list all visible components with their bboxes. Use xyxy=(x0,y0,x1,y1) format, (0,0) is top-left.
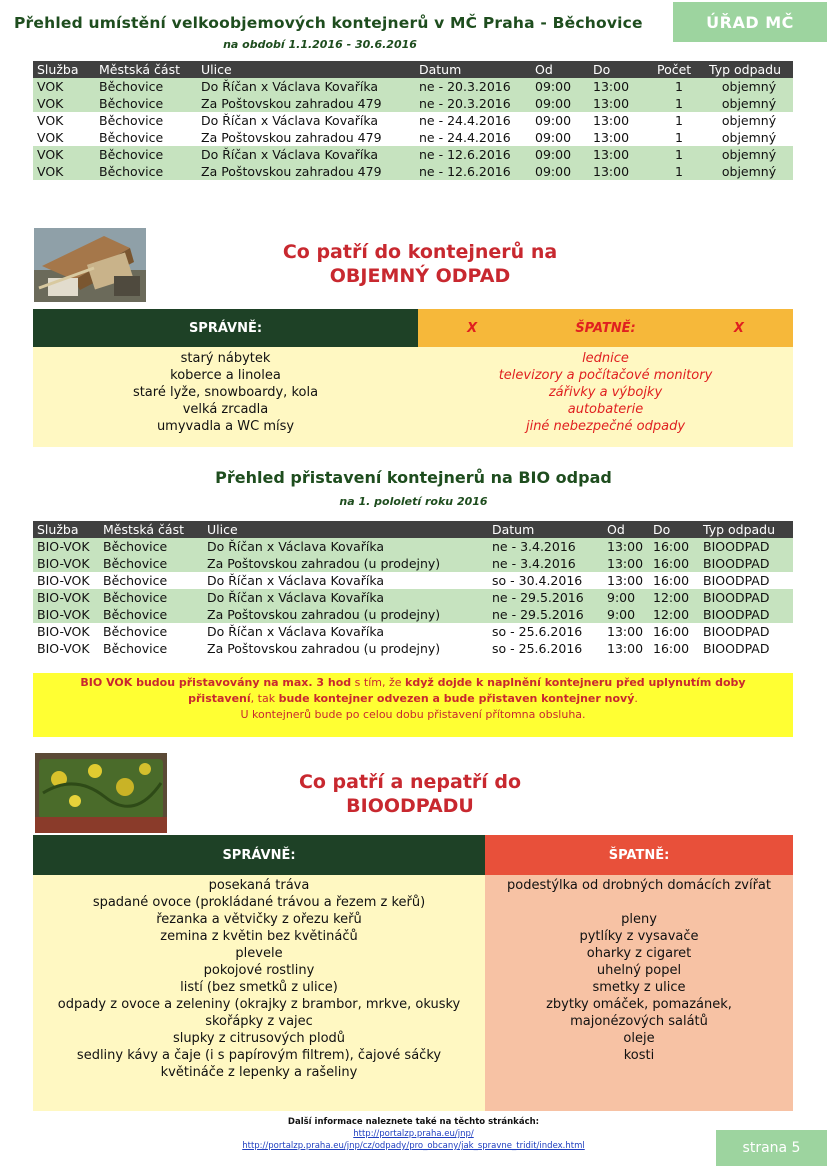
table-cell: 09:00 xyxy=(531,95,589,112)
bulky-good-list xyxy=(33,347,418,447)
table-cell: VOK xyxy=(33,129,95,146)
table-cell: ne - 24.4.2016 xyxy=(415,129,531,146)
table-cell: Běchovice xyxy=(99,623,203,640)
list-item: spadané ovoce (prokládané trávou a řezem z keřů) xyxy=(92,895,426,910)
table-cell: so - 25.6.2016 xyxy=(488,640,603,657)
note-text: U kontejnerů bude po celou dobu přistavení přítomna obsluha. xyxy=(240,708,586,721)
bio-heading xyxy=(170,770,650,818)
table-cell: BIOODPAD xyxy=(699,538,793,555)
table-cell: BIO-VOK xyxy=(33,623,99,640)
bio-bad-list xyxy=(485,875,793,1111)
list-item: zbytky omáček, pomazánek, xyxy=(546,997,732,1012)
table-cell: 12:00 xyxy=(649,589,699,606)
table-cell: Běchovice xyxy=(95,78,197,95)
list-item xyxy=(485,894,793,911)
list-item: majonézových salátů xyxy=(570,1014,708,1029)
col-header: Počet xyxy=(653,61,705,78)
x-mark-icon: X xyxy=(467,320,478,336)
table-row xyxy=(33,78,793,95)
list-item: plevele xyxy=(235,946,283,961)
table-cell: Za Poštovskou zahradou (u prodejny) xyxy=(203,555,488,572)
page-number-badge: strana 5 xyxy=(716,1130,827,1166)
bulky-good-header xyxy=(33,309,418,347)
table-cell: BIO-VOK xyxy=(33,572,99,589)
table-cell: BIOODPAD xyxy=(699,623,793,640)
list-item: velká zrcadla xyxy=(182,402,269,417)
list-item: zářivky a výbojky xyxy=(548,385,663,400)
table-cell: BIO-VOK xyxy=(33,606,99,623)
note-text: , tak xyxy=(250,692,276,705)
table-cell: 16:00 xyxy=(649,538,699,555)
table-cell: BIO-VOK xyxy=(33,555,99,572)
table-cell: 09:00 xyxy=(531,78,589,95)
bulky-heading-line1: Co patří do kontejnerů na xyxy=(282,241,558,263)
bulky-waste-photo xyxy=(34,228,146,302)
compost-bin-photo xyxy=(35,753,167,833)
list-item: umyvadla a WC mísy xyxy=(156,419,295,434)
table-cell: Běchovice xyxy=(95,112,197,129)
table-cell: objemný xyxy=(705,146,793,163)
list-item: sedliny kávy a čaje (i s papírovým filtrem), čajové sáčky xyxy=(76,1048,442,1063)
table-cell: VOK xyxy=(33,112,95,129)
table-row xyxy=(33,163,793,180)
table-cell: Za Poštovskou zahradou 479 xyxy=(197,163,415,180)
table-row xyxy=(33,555,793,572)
table-cell: 13:00 xyxy=(603,538,649,555)
table-cell: Za Poštovskou zahradou 479 xyxy=(197,129,415,146)
list-item: pleny xyxy=(621,912,657,927)
table-cell: Běchovice xyxy=(99,538,203,555)
list-item: televizory a počítačové monitory xyxy=(498,368,713,383)
list-item: skořápky z vajec xyxy=(205,1014,313,1029)
bulky-bad-header xyxy=(418,309,793,347)
bio-title: Přehled přistavení kontejnerů na BIO odpad xyxy=(215,468,612,487)
table-cell: Běchovice xyxy=(95,129,197,146)
table-cell: Běchovice xyxy=(95,146,197,163)
bulky-heading-line2: OBJEMNÝ ODPAD xyxy=(329,265,511,287)
bio-note xyxy=(33,673,793,737)
table-cell: Do Říčan x Václava Kovaříka xyxy=(203,589,488,606)
table-cell: 13:00 xyxy=(603,572,649,589)
col-header: Typ odpadu xyxy=(705,61,793,78)
table-cell: Běchovice xyxy=(95,95,197,112)
table-cell: 1 xyxy=(653,129,705,146)
table-cell: 16:00 xyxy=(649,555,699,572)
bio-subtitle: na 1. pololetí roku 2016 xyxy=(339,495,488,508)
list-item: kosti xyxy=(623,1048,655,1063)
table-cell: BIOODPAD xyxy=(699,572,793,589)
vok-header-row xyxy=(33,61,793,78)
bio-table xyxy=(33,521,793,657)
table-cell: 13:00 xyxy=(603,623,649,640)
table-cell: objemný xyxy=(705,112,793,129)
table-row xyxy=(33,623,793,640)
col-header: Do xyxy=(589,61,653,78)
table-cell: 1 xyxy=(653,163,705,180)
table-cell: Do Říčan x Václava Kovaříka xyxy=(197,78,415,95)
table-cell: 1 xyxy=(653,95,705,112)
table-cell: 09:00 xyxy=(531,146,589,163)
table-cell: Za Poštovskou zahradou (u prodejny) xyxy=(203,640,488,657)
table-cell: BIO-VOK xyxy=(33,589,99,606)
table-cell: Do Říčan x Václava Kovaříka xyxy=(197,112,415,129)
col-header: Datum xyxy=(415,61,531,78)
table-cell: Do Říčan x Václava Kovaříka xyxy=(197,146,415,163)
table-row xyxy=(33,640,793,657)
table-cell: ne - 3.4.2016 xyxy=(488,555,603,572)
vok-subtitle: na období 1.1.2016 - 30.6.2016 xyxy=(223,38,417,51)
list-item: oleje xyxy=(623,1031,655,1046)
table-cell: 9:00 xyxy=(603,589,649,606)
bio-header-row xyxy=(33,521,793,538)
table-cell: Do Říčan x Václava Kovaříka xyxy=(203,623,488,640)
list-item: zemina z květin bez květináčů xyxy=(160,929,358,944)
table-cell: so - 30.4.2016 xyxy=(488,572,603,589)
table-cell: objemný xyxy=(705,129,793,146)
table-row xyxy=(33,538,793,555)
table-cell: BIOODPAD xyxy=(699,606,793,623)
vok-title: Přehled umístění velkoobjemových kontejnerů v MČ Praha - Běchovice xyxy=(14,14,643,32)
list-item: pokojové rostliny xyxy=(203,963,315,978)
table-cell: 13:00 xyxy=(589,129,653,146)
table-cell: so - 25.6.2016 xyxy=(488,623,603,640)
table-cell: 13:00 xyxy=(589,95,653,112)
table-cell: ne - 29.5.2016 xyxy=(488,606,603,623)
table-cell: ne - 3.4.2016 xyxy=(488,538,603,555)
col-header: Ulice xyxy=(203,521,488,538)
table-cell: Běchovice xyxy=(99,555,203,572)
col-header: Služba xyxy=(33,521,99,538)
table-cell: Za Poštovskou zahradou (u prodejny) xyxy=(203,606,488,623)
table-cell: 1 xyxy=(653,112,705,129)
bulky-good-label: SPRÁVNĚ: xyxy=(188,320,263,336)
table-cell: 09:00 xyxy=(531,129,589,146)
list-item: staré lyže, snowboardy, kola xyxy=(132,385,319,400)
table-cell: 16:00 xyxy=(649,623,699,640)
x-mark-icon: X xyxy=(733,320,744,336)
table-cell: BIOODPAD xyxy=(699,555,793,572)
list-item: starý nábytek xyxy=(180,351,271,366)
footer-link-portal[interactable]: http://portalzp.praha.eu/jnp/ xyxy=(353,1129,474,1139)
table-row xyxy=(33,95,793,112)
list-item: posekaná tráva xyxy=(208,878,310,893)
note-text: s tím, že xyxy=(354,676,402,689)
bulky-heading xyxy=(160,240,680,288)
bio-bad-label: ŠPATNĚ: xyxy=(608,847,670,863)
note-text: bude kontejner odvezen a bude přistaven kontejner nový xyxy=(278,692,635,705)
list-item: smetky z ulice xyxy=(592,980,686,995)
table-row xyxy=(33,606,793,623)
table-cell: ne - 20.3.2016 xyxy=(415,78,531,95)
bio-heading-line2: BIOODPADU xyxy=(346,795,474,817)
table-row xyxy=(33,572,793,589)
table-cell: Za Poštovskou zahradou 479 xyxy=(197,95,415,112)
table-cell: ne - 12.6.2016 xyxy=(415,146,531,163)
table-cell: BIO-VOK xyxy=(33,640,99,657)
table-cell: Běchovice xyxy=(99,572,203,589)
list-item: podestýlka od drobných domácích zvířat xyxy=(507,878,771,893)
table-cell: BIOODPAD xyxy=(699,640,793,657)
table-cell: 13:00 xyxy=(589,112,653,129)
table-cell: 13:00 xyxy=(589,163,653,180)
vok-table xyxy=(33,61,793,180)
bulky-bad-label: ŠPATNĚ: xyxy=(575,320,636,336)
table-row xyxy=(33,146,793,163)
list-item: řezanka a větvičky z ořezu keřů xyxy=(156,912,362,927)
list-item: koberce a linolea xyxy=(170,368,281,383)
bulky-bad-list xyxy=(418,347,793,447)
table-cell: 9:00 xyxy=(603,606,649,623)
note-text: když dojde k naplnění kontejneru před uplynutím doby xyxy=(405,676,746,689)
table-cell: 16:00 xyxy=(649,572,699,589)
table-cell: BIO-VOK xyxy=(33,538,99,555)
table-cell: VOK xyxy=(33,146,95,163)
table-row xyxy=(33,129,793,146)
table-cell: 13:00 xyxy=(589,146,653,163)
col-header: Ulice xyxy=(197,61,415,78)
office-badge: ÚŘAD MČ xyxy=(673,2,827,42)
table-cell: 13:00 xyxy=(589,78,653,95)
list-item: listí (bez smetků z ulice) xyxy=(180,980,338,995)
col-header: Datum xyxy=(488,521,603,538)
list-item: lednice xyxy=(582,351,629,366)
col-header: Do xyxy=(649,521,699,538)
table-cell: VOK xyxy=(33,78,95,95)
footer-link-sorting[interactable]: http://portalzp.praha.eu/jnp/cz/odpady/pro_obcany/jak_spravne_tridit/index.html xyxy=(242,1141,585,1151)
col-header: Městská část xyxy=(95,61,197,78)
list-item: slupky z citrusových plodů xyxy=(172,1031,346,1046)
table-cell: objemný xyxy=(705,95,793,112)
table-cell: Do Říčan x Václava Kovaříka xyxy=(203,572,488,589)
list-item: uhelný popel xyxy=(596,963,682,978)
table-cell: 13:00 xyxy=(603,555,649,572)
table-cell: ne - 20.3.2016 xyxy=(415,95,531,112)
table-cell: 1 xyxy=(653,78,705,95)
list-item: autobaterie xyxy=(567,402,644,417)
note-text: . xyxy=(634,692,638,705)
table-row xyxy=(33,589,793,606)
table-cell: Běchovice xyxy=(99,640,203,657)
bio-heading-line1: Co patří a nepatří do xyxy=(298,771,522,793)
table-cell: Běchovice xyxy=(95,163,197,180)
note-text: přistavení xyxy=(188,692,251,705)
col-header: Typ odpadu xyxy=(699,521,793,538)
table-cell: ne - 12.6.2016 xyxy=(415,163,531,180)
list-item: květináče z lepenky a rašeliny xyxy=(160,1065,358,1080)
table-cell: ne - 24.4.2016 xyxy=(415,112,531,129)
list-item: jiné nebezpečné odpady xyxy=(525,419,686,434)
bio-bad-header xyxy=(485,835,793,875)
table-cell: BIOODPAD xyxy=(699,589,793,606)
table-cell: 09:00 xyxy=(531,163,589,180)
table-cell: 09:00 xyxy=(531,112,589,129)
bio-good-header xyxy=(33,835,485,875)
table-cell: VOK xyxy=(33,163,95,180)
footer xyxy=(0,1116,827,1152)
col-header: Od xyxy=(603,521,649,538)
table-cell: Běchovice xyxy=(99,589,203,606)
table-row xyxy=(33,112,793,129)
table-cell: 12:00 xyxy=(649,606,699,623)
col-header: Služba xyxy=(33,61,95,78)
table-cell: ne - 29.5.2016 xyxy=(488,589,603,606)
list-item: odpady z ovoce a zeleniny (okrajky z brambor, mrkve, okusky xyxy=(57,997,461,1012)
table-cell: VOK xyxy=(33,95,95,112)
footer-info: Další informace naleznete také na těchto stránkách: xyxy=(287,1117,540,1127)
table-cell: objemný xyxy=(705,163,793,180)
table-cell: objemný xyxy=(705,78,793,95)
table-cell: Do Říčan x Václava Kovaříka xyxy=(203,538,488,555)
list-item: oharky z cigaret xyxy=(586,946,692,961)
col-header: Městská část xyxy=(99,521,203,538)
table-cell: 1 xyxy=(653,146,705,163)
bio-good-label: SPRÁVNĚ: xyxy=(222,847,296,863)
bio-good-list xyxy=(33,875,485,1111)
note-text: BIO VOK budou přistavovány na max. 3 hod xyxy=(80,676,352,689)
table-cell: 13:00 xyxy=(603,640,649,657)
col-header: Od xyxy=(531,61,589,78)
list-item: pytlíky z vysavače xyxy=(579,929,699,944)
table-cell: Běchovice xyxy=(99,606,203,623)
table-cell: 16:00 xyxy=(649,640,699,657)
